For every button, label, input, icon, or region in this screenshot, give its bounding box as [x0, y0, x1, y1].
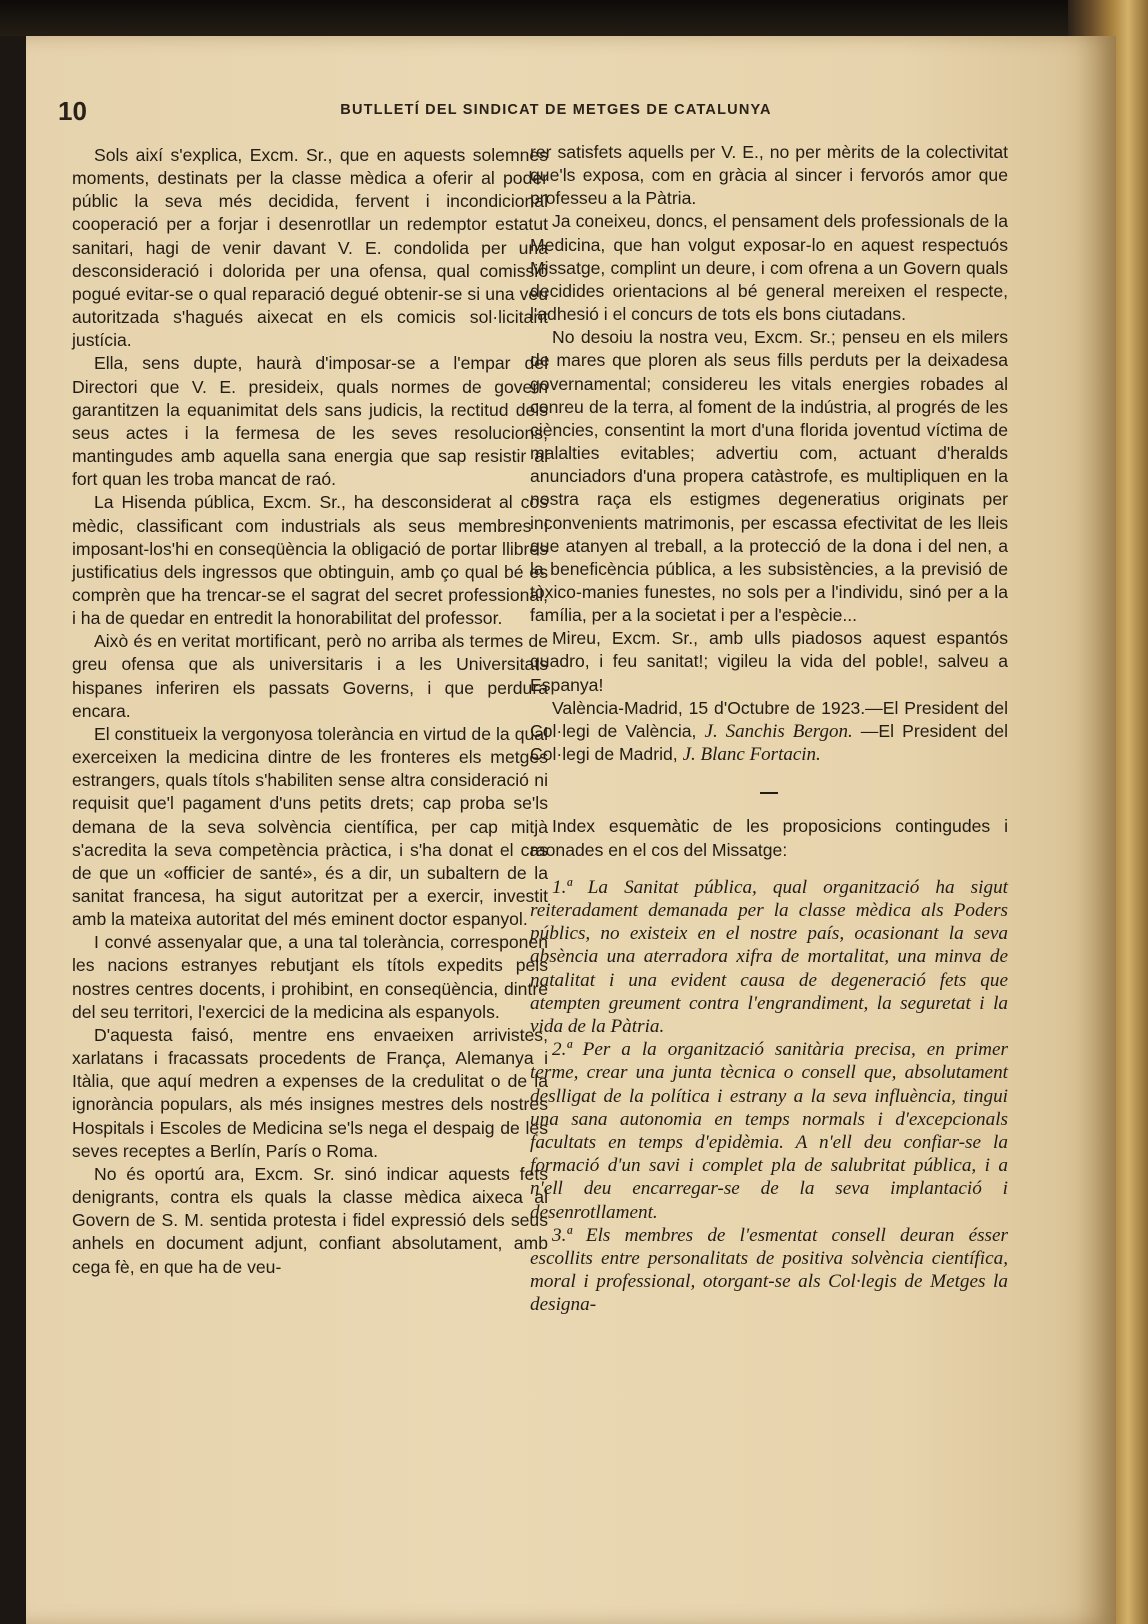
paragraph: No és oportú ara, Excm. Sr. sinó indicar aquests fets denigrants, contra els quals la classe mèdica aixeca al Govern de S. M. sentida protesta i fidel expressió dels seus anhels en document adjunt, confiant absolutament, amb cega fè, en que ha de veu-	[72, 1163, 548, 1277]
section-divider	[530, 780, 1008, 803]
page-number: 10	[58, 96, 87, 126]
signature-name: J. Blanc Fortacin.	[682, 744, 821, 766]
signature-text: València-Madrid, 15 d'Octubre de 1923.—El President del Col·legi de València,	[530, 697, 1008, 741]
paragraph: No desoiu la nostra veu, Excm. Sr.; penseu en els milers de mares que ploren als seus fills perduts per la deixadesa governamental; considereu les vitals energies robades al conreu de la terra, al foment de la indústria, al progrés de les ciències, consentint la mort d'una florida joventud víctima de malalties evitables; advertiu com, actuant d'heralds anunciadors d'una propera catàstrofe, es multipliquen en la nostra raça els estigmes degeneratius originats per inconvenients matrimonis, per escassa efectivitat de les lleis que atanyen al treball, a la protecció de la dona i del nen, a la beneficència pública, a les subsistències, a la previsió de tòxico-manies funestes, no sols per a l'individu, sinó per a la família, per a la societat i per a l'espècie...	[530, 327, 1008, 626]
paragraph: Això és en veritat mortificant, però no arriba als termes de greu ofensa que als universitaris i a les Universitats hispanes inferiren els passats Governs, i que perdura encara.	[72, 631, 548, 721]
paragraph: rer satisfets aquells per V. E., no per mèrits de la colectivitat que'ls exposa, com en gràcia al sincer i fervorós amor que professeu a la Pàtria.	[530, 142, 1008, 209]
proposition: 2.ª Per a la organització sanitària precisa, en primer terme, crear una junta tècnica o consell que, absolutament deslligat de la política i estrany a la seva influència, tingui una sana autonomia en temps normals i d'excepcionals facultats en temps d'epidèmia. A n'ell deu confiar-se la formació d'un savi i complet pla de salubritat pública, i a n'ell deu encarregar-se de la seva implantació i desenrotllament.	[530, 1039, 1008, 1223]
paragraph: Ja coneixeu, doncs, el pensament dels professionals de la Medicina, que han volgut exposar-lo en aquest respectuós Missatge, complint un deure, i com ofrena a un Govern quals decidides orientacions al bé general mereixen el respecte, l'adhesió i el concurs de tots els bons ciutadans.	[530, 211, 1008, 325]
paragraph: D'aquesta faisó, mentre ens envaeixen arrivistes, xarlatans i fracassats procedents de França, Alemanya i Itàlia, que aquí medren a expenses de la credulitat o de la ignorància populars, als més insignes mestres dels nostres Hospitals i Escoles de Medicina se'ls nega el despaig de les seves receptes a Berlín, París o Roma.	[72, 1024, 548, 1161]
paragraph: I convé assenyalar que, a una tal tolerància, corresponen les nacions estranyes rebutjant els títols expedits pels nostres centres docents, i prohibint, en conseqüència, dintre del seu territori, l'exercici de la medicina als espanyols.	[72, 932, 548, 1022]
right-column	[530, 141, 1008, 1317]
paragraph: El constitueix la vergonyosa tolerància en virtud de la qual exerceixen la medicina dintre de les fronteres els metges estrangers, quals títols s'habiliten sense altra consideració ni requisit que'l pagament d'uns petits drets; cap proba se'ls demana de la seva solvència científica, per cap mitjà s'acredita la seva competència pràctica, i s'ha donat el cas de que un «officier de santé», és a dir, un subaltern de la sanitat francesa, ha sigut autoritzat per a exercir, investit amb la mateixa autoritat del més eminent doctor espanyol.	[72, 723, 548, 930]
proposition: 3.ª Els membres de l'esmentat consell deuran ésser escollits entre personalitats de positiva solvència científica, moral i professional, otorgant-se als Col·legis de Metges la designa-	[530, 1224, 1008, 1316]
paragraph: Sols així s'explica, Excm. Sr., que en aquests solemnes moments, destinats per la classe mèdica a oferir al poder públic la seva més decidida, fervent i incondicional cooperació per a forjar i desenrotllar un redemptor estatut sanitari, hagi de venir davant V. E. condolida per una desconsideració i dolorida per una ofensa, qual comissió pogué evitar-se o qual reparació degué obtenir-se si una veu autoritzada s'hagués aixecat en els comicis sol·licitant justícia.	[72, 145, 548, 351]
signature-text: —El President del Col·legi de Madrid,	[530, 720, 1009, 765]
proposition: 1.ª La Sanitat pública, qual organització ha sigut reiteradament demanada per la classe mèdica als Poders públics, no existeix en el nostre país, ocasionant la seva absència una aterradora xifra de mortalitat, una minva de natalitat i una evident causa de degeneració fets que atempten greument contra l'engrandiment, la seguretat i la vida de la Pàtria.	[530, 876, 1008, 1037]
signature-paragraph	[530, 697, 1008, 766]
signature-name: J. Sanchis Bergon.	[704, 720, 853, 742]
paragraph: Mireu, Excm. Sr., amb ulls piadosos aquest espantós quadro, i feu sanitat!; vigileu la vida del poble!, salveu a Espanya!	[530, 628, 1008, 695]
paragraph: Ella, sens dupte, haurà d'imposar-se a l'empar del Directori que V. E. presideix, quals normes de govern garantitzen la equanimitat dels sans judicis, la rectitud dels seus actes i la fermesa de les seves resolucions, mantingudes amb aquella sana energia que sap resistir al fort quan les troba mancat de raó.	[72, 353, 548, 490]
running-head: BUTLLETÍ DEL SINDICAT DE METGES DE CATALUNYA	[340, 102, 772, 118]
page-fold-shadow	[1076, 36, 1116, 1624]
scan-top-shadow	[0, 0, 1148, 36]
left-column	[72, 144, 548, 1279]
paragraph: La Hisenda pública, Excm. Sr., ha desconsiderat al cos mèdic, classificant com industrials als seus membres i imposant-los'hi en conseqüència la obligació de portar llibres justificatius dels ingressos que obtinguin, amb ço qual bé es comprèn que ha trencar-se el sagrat del secret professional, i ha de quedar en entredit la honorabilitat del professor.	[72, 492, 548, 629]
propositions-list	[530, 876, 1008, 1317]
index-intro: Index esquemàtic de les proposicions contingudes i raonades en el cos del Missatge:	[530, 816, 1008, 860]
